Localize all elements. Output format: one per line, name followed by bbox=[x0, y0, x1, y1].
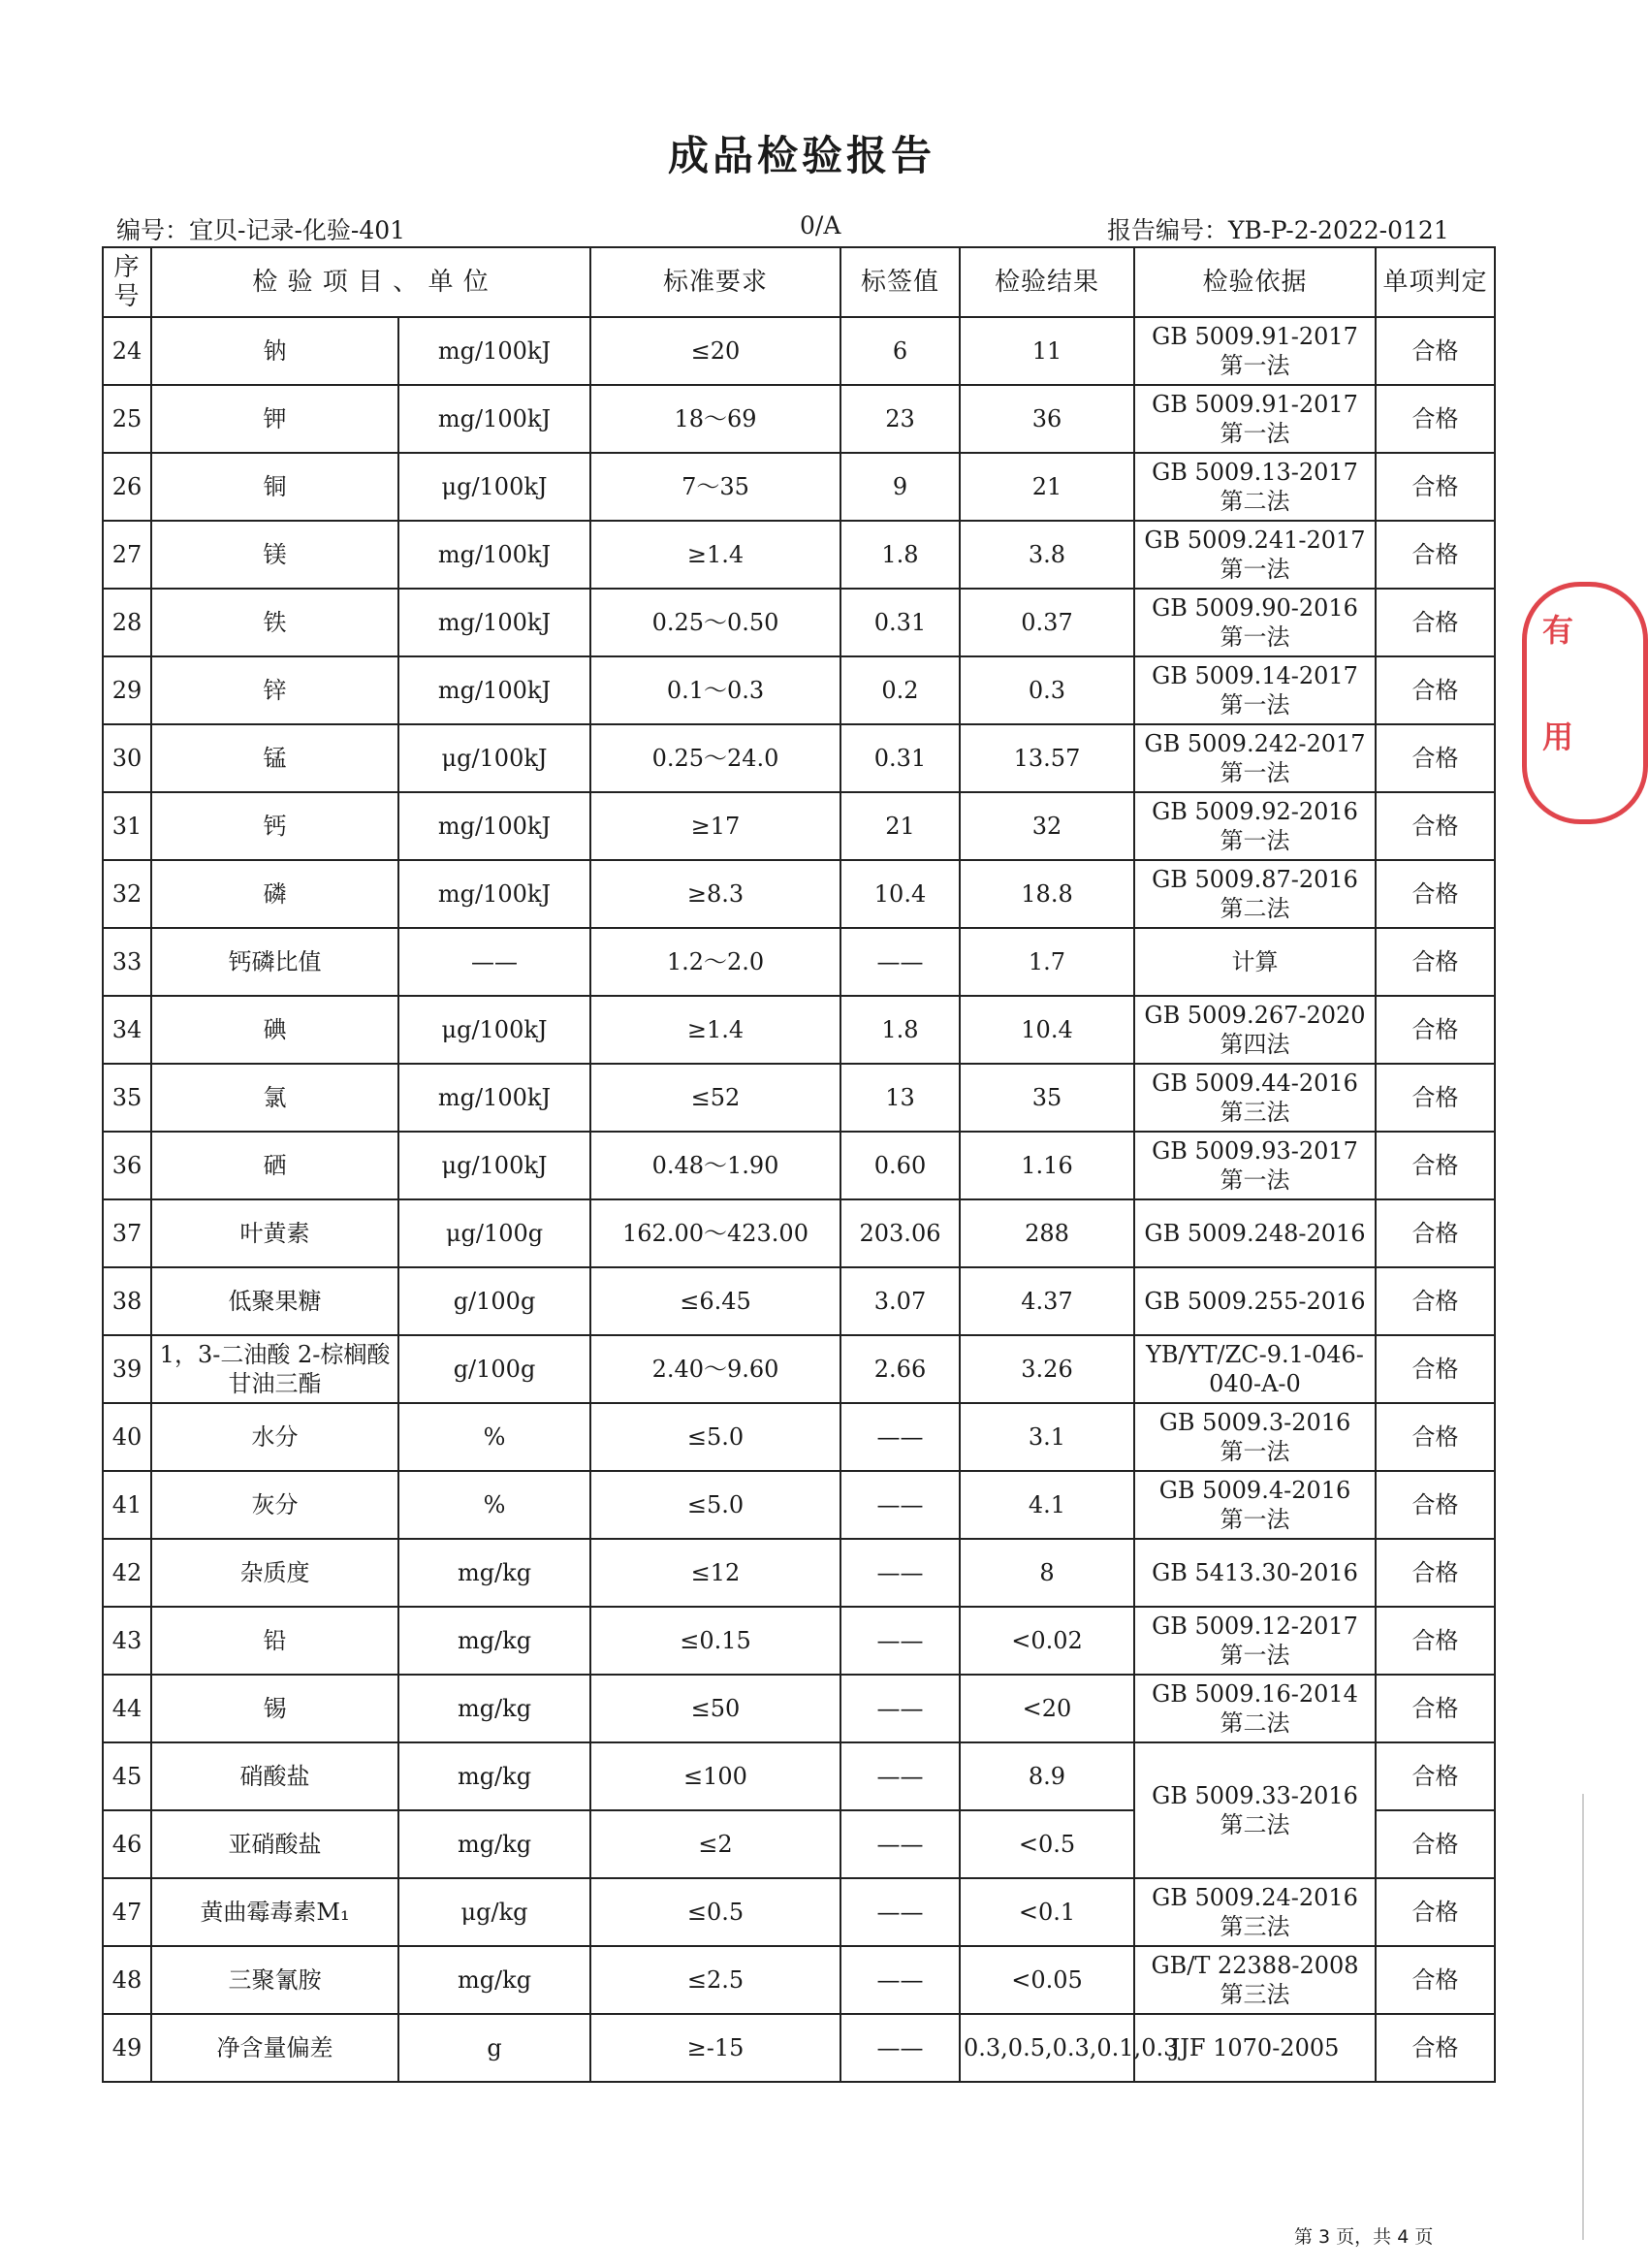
cell-seq: 35 bbox=[103, 1064, 151, 1132]
cell-result: 3.8 bbox=[960, 521, 1134, 589]
basis-line: GB 5009.24-2016 bbox=[1152, 1884, 1358, 1911]
header-basis: 检验依据 bbox=[1134, 247, 1376, 317]
basis-line: GB 5009.90-2016 bbox=[1152, 594, 1358, 622]
cell-seq: 38 bbox=[103, 1267, 151, 1335]
cell-judgment: 合格 bbox=[1376, 860, 1495, 928]
cell-label-value: —— bbox=[840, 1742, 960, 1810]
basis-line: 第一法 bbox=[1220, 1438, 1290, 1465]
cell-item: 锌 bbox=[151, 656, 398, 724]
basis-line: 第一法 bbox=[1220, 1166, 1290, 1194]
cell-result: 11 bbox=[960, 317, 1134, 385]
revision: 0/A bbox=[800, 211, 841, 240]
cell-standard: ≥-15 bbox=[590, 2014, 840, 2082]
cell-judgment: 合格 bbox=[1376, 317, 1495, 385]
basis-line: 第一法 bbox=[1220, 1642, 1290, 1669]
cell-label-value: 1.8 bbox=[840, 521, 960, 589]
table-row bbox=[103, 792, 1495, 860]
basis-line: 第三法 bbox=[1220, 1913, 1290, 1940]
basis-line: GB 5009.13-2017 bbox=[1152, 459, 1358, 486]
cell-result: 0.3 bbox=[960, 656, 1134, 724]
cell-basis bbox=[1134, 1946, 1376, 2014]
cell-item: 三聚氰胺 bbox=[151, 1946, 398, 2014]
table-row bbox=[103, 1132, 1495, 1199]
cell-basis bbox=[1134, 724, 1376, 792]
cell-label-value: 6 bbox=[840, 317, 960, 385]
cell-unit: μg/kg bbox=[398, 1878, 590, 1946]
cell-label-value: 10.4 bbox=[840, 860, 960, 928]
cell-seq: 46 bbox=[103, 1810, 151, 1878]
header-item-unit: 检 验 项 目 、 单 位 bbox=[151, 247, 590, 317]
cell-judgment: 合格 bbox=[1376, 792, 1495, 860]
cell-seq: 43 bbox=[103, 1607, 151, 1675]
cell-standard: ≥8.3 bbox=[590, 860, 840, 928]
header-result: 检验结果 bbox=[960, 247, 1134, 317]
basis-line: 第一法 bbox=[1220, 1506, 1290, 1533]
basis-line: GB 5009.91-2017 bbox=[1152, 391, 1358, 418]
cell-standard: ≤100 bbox=[590, 1742, 840, 1810]
cell-unit: mg/100kJ bbox=[398, 589, 590, 656]
basis-line: 第一法 bbox=[1220, 827, 1290, 854]
cell-result: 36 bbox=[960, 385, 1134, 453]
basis-line: GB 5009.92-2016 bbox=[1152, 798, 1358, 825]
cell-judgment: 合格 bbox=[1376, 1335, 1495, 1403]
table-row bbox=[103, 385, 1495, 453]
stamp-char-1: 有 bbox=[1542, 612, 1574, 649]
cell-basis bbox=[1134, 385, 1376, 453]
basis-line: GB 5009.16-2014 bbox=[1152, 1680, 1358, 1708]
cell-label-value: 21 bbox=[840, 792, 960, 860]
page-footer: 第 3 页，共 4 页 bbox=[1294, 2226, 1434, 2248]
cell-standard: 0.25～0.50 bbox=[590, 589, 840, 656]
basis-line: GB 5009.93-2017 bbox=[1152, 1137, 1358, 1165]
basis-line: GB 5009.267-2020 bbox=[1144, 1002, 1366, 1029]
cell-seq: 25 bbox=[103, 385, 151, 453]
cell-basis bbox=[1134, 1199, 1376, 1267]
cell-basis bbox=[1134, 656, 1376, 724]
basis-line: 第一法 bbox=[1220, 556, 1290, 583]
cell-seq: 32 bbox=[103, 860, 151, 928]
basis-line: 第一法 bbox=[1220, 352, 1290, 379]
table-row bbox=[103, 1607, 1495, 1675]
cell-basis bbox=[1134, 589, 1376, 656]
cell-result: 0.37 bbox=[960, 589, 1134, 656]
table-header-row bbox=[103, 247, 1495, 317]
cell-judgment: 合格 bbox=[1376, 2014, 1495, 2082]
cell-result: 4.37 bbox=[960, 1267, 1134, 1335]
table-row bbox=[103, 453, 1495, 521]
cell-result: 21 bbox=[960, 453, 1134, 521]
header-judgment: 单项判定 bbox=[1376, 247, 1495, 317]
cell-unit: g bbox=[398, 2014, 590, 2082]
header-seq: 序号 bbox=[103, 247, 151, 317]
cell-item: 灰分 bbox=[151, 1471, 398, 1539]
cell-label-value: —— bbox=[840, 2014, 960, 2082]
cell-basis bbox=[1134, 1742, 1376, 1878]
cell-judgment: 合格 bbox=[1376, 1471, 1495, 1539]
basis-line: 计算 bbox=[1231, 948, 1279, 975]
cell-label-value: 13 bbox=[840, 1064, 960, 1132]
cell-result: <0.1 bbox=[960, 1878, 1134, 1946]
cell-judgment: 合格 bbox=[1376, 1946, 1495, 2014]
cell-label-value: —— bbox=[840, 1946, 960, 2014]
cell-judgment: 合格 bbox=[1376, 996, 1495, 1064]
cell-basis bbox=[1134, 1403, 1376, 1471]
cell-basis bbox=[1134, 1471, 1376, 1539]
cell-label-value: —— bbox=[840, 928, 960, 996]
cell-standard: ≥1.4 bbox=[590, 521, 840, 589]
basis-line: 第一法 bbox=[1220, 623, 1290, 651]
cell-item: 锰 bbox=[151, 724, 398, 792]
table-row bbox=[103, 1199, 1495, 1267]
cell-standard: ≤0.5 bbox=[590, 1878, 840, 1946]
basis-line: GB 5009.33-2016 bbox=[1152, 1782, 1358, 1809]
cell-label-value: —— bbox=[840, 1810, 960, 1878]
cell-judgment: 合格 bbox=[1376, 1132, 1495, 1199]
cell-result: 4.1 bbox=[960, 1471, 1134, 1539]
cell-standard: ≤2.5 bbox=[590, 1946, 840, 2014]
cell-seq: 33 bbox=[103, 928, 151, 996]
cell-judgment: 合格 bbox=[1376, 589, 1495, 656]
basis-line: 第一法 bbox=[1220, 759, 1290, 786]
table-row bbox=[103, 1675, 1495, 1742]
cell-unit: mg/kg bbox=[398, 1607, 590, 1675]
cell-unit: mg/100kJ bbox=[398, 792, 590, 860]
cell-unit: g/100g bbox=[398, 1267, 590, 1335]
cell-unit: μg/100kJ bbox=[398, 996, 590, 1064]
cell-result: 32 bbox=[960, 792, 1134, 860]
cell-result: 8 bbox=[960, 1539, 1134, 1607]
cell-basis bbox=[1134, 453, 1376, 521]
cell-result: 0.3,0.5,0.3,0.1,0.3 bbox=[960, 2014, 1134, 2082]
cell-item: 铅 bbox=[151, 1607, 398, 1675]
cell-label-value: 0.60 bbox=[840, 1132, 960, 1199]
table-row bbox=[103, 1539, 1495, 1607]
table-row bbox=[103, 996, 1495, 1064]
cell-result: <20 bbox=[960, 1675, 1134, 1742]
cell-label-value: 0.2 bbox=[840, 656, 960, 724]
cell-item: 磷 bbox=[151, 860, 398, 928]
cell-unit: % bbox=[398, 1403, 590, 1471]
cell-unit: mg/100kJ bbox=[398, 1064, 590, 1132]
cell-result: 35 bbox=[960, 1064, 1134, 1132]
record-number: 编号：宜贝-记录-化验-401 bbox=[116, 216, 406, 244]
cell-label-value: 0.31 bbox=[840, 724, 960, 792]
cell-seq: 27 bbox=[103, 521, 151, 589]
cell-label-value: 1.8 bbox=[840, 996, 960, 1064]
cell-result: 3.1 bbox=[960, 1403, 1134, 1471]
table-row bbox=[103, 317, 1495, 385]
cell-label-value: —— bbox=[840, 1403, 960, 1471]
cell-label-value: —— bbox=[840, 1607, 960, 1675]
stamp-char-2: 用 bbox=[1542, 719, 1574, 755]
cell-result: 13.57 bbox=[960, 724, 1134, 792]
cell-seq: 30 bbox=[103, 724, 151, 792]
cell-item: 碘 bbox=[151, 996, 398, 1064]
cell-result: 288 bbox=[960, 1199, 1134, 1267]
cell-item: 净含量偏差 bbox=[151, 2014, 398, 2082]
cell-judgment: 合格 bbox=[1376, 1539, 1495, 1607]
basis-line: GB 5009.4-2016 bbox=[1158, 1477, 1351, 1504]
cell-basis bbox=[1134, 317, 1376, 385]
cell-item: 杂质度 bbox=[151, 1539, 398, 1607]
table-row bbox=[103, 860, 1495, 928]
cell-result: 1.16 bbox=[960, 1132, 1134, 1199]
cell-basis bbox=[1134, 860, 1376, 928]
basis-line: 第一法 bbox=[1220, 420, 1290, 447]
table-body bbox=[103, 317, 1495, 2082]
cell-unit: mg/100kJ bbox=[398, 656, 590, 724]
cell-judgment: 合格 bbox=[1376, 1064, 1495, 1132]
cell-result: <0.5 bbox=[960, 1810, 1134, 1878]
cell-label-value: 3.07 bbox=[840, 1267, 960, 1335]
cell-item: 1，3-二油酸 2-棕榈酸甘油三酯 bbox=[151, 1335, 398, 1403]
cell-judgment: 合格 bbox=[1376, 521, 1495, 589]
cell-item: 亚硝酸盐 bbox=[151, 1810, 398, 1878]
cell-judgment: 合格 bbox=[1376, 1742, 1495, 1810]
cell-item: 氯 bbox=[151, 1064, 398, 1132]
cell-seq: 48 bbox=[103, 1946, 151, 2014]
cell-standard: ≤0.15 bbox=[590, 1607, 840, 1675]
basis-line: GB 5413.30-2016 bbox=[1152, 1559, 1358, 1586]
cell-item: 黄曲霉毒素M₁ bbox=[151, 1878, 398, 1946]
table-row bbox=[103, 656, 1495, 724]
basis-line: 第一法 bbox=[1220, 691, 1290, 719]
cell-judgment: 合格 bbox=[1376, 656, 1495, 724]
basis-line: GB 5009.241-2017 bbox=[1144, 527, 1366, 554]
cell-label-value: —— bbox=[840, 1675, 960, 1742]
cell-label-value: 0.31 bbox=[840, 589, 960, 656]
cell-result: 8.9 bbox=[960, 1742, 1134, 1810]
table-row bbox=[103, 1403, 1495, 1471]
cell-unit: μg/100g bbox=[398, 1199, 590, 1267]
inspection-table bbox=[102, 246, 1496, 2083]
cell-judgment: 合格 bbox=[1376, 453, 1495, 521]
cell-basis bbox=[1134, 1878, 1376, 1946]
cell-label-value: 203.06 bbox=[840, 1199, 960, 1267]
cell-result: 3.26 bbox=[960, 1335, 1134, 1403]
cell-result: <0.05 bbox=[960, 1946, 1134, 2014]
cell-seq: 44 bbox=[103, 1675, 151, 1742]
cell-judgment: 合格 bbox=[1376, 724, 1495, 792]
cell-standard: 0.48～1.90 bbox=[590, 1132, 840, 1199]
basis-line: GB 5009.248-2016 bbox=[1144, 1220, 1366, 1247]
cell-unit: μg/100kJ bbox=[398, 724, 590, 792]
cell-standard: ≤5.0 bbox=[590, 1403, 840, 1471]
cell-judgment: 合格 bbox=[1376, 928, 1495, 996]
red-stamp-fragment bbox=[1522, 582, 1648, 824]
cell-item: 铜 bbox=[151, 453, 398, 521]
report-title: 成品检验报告 bbox=[667, 132, 935, 179]
cell-standard: ≤52 bbox=[590, 1064, 840, 1132]
basis-line: GB 5009.3-2016 bbox=[1158, 1409, 1351, 1436]
cell-unit: mg/100kJ bbox=[398, 860, 590, 928]
cell-basis bbox=[1134, 521, 1376, 589]
basis-line: YB/YT/ZC-9.1-046- bbox=[1146, 1341, 1364, 1368]
table-row bbox=[103, 589, 1495, 656]
basis-line: GB/T 22388-2008 bbox=[1151, 1952, 1359, 1979]
cell-standard: 0.25～24.0 bbox=[590, 724, 840, 792]
cell-result: <0.02 bbox=[960, 1607, 1134, 1675]
cell-standard: 162.00～423.00 bbox=[590, 1199, 840, 1267]
cell-basis bbox=[1134, 792, 1376, 860]
cell-label-value: —— bbox=[840, 1471, 960, 1539]
table-row bbox=[103, 521, 1495, 589]
cell-unit: mg/kg bbox=[398, 1539, 590, 1607]
cell-unit: mg/100kJ bbox=[398, 317, 590, 385]
cell-item: 锡 bbox=[151, 1675, 398, 1742]
cell-seq: 37 bbox=[103, 1199, 151, 1267]
basis-line: 第四法 bbox=[1220, 1031, 1290, 1058]
basis-line: 第三法 bbox=[1220, 1099, 1290, 1126]
table-row bbox=[103, 1878, 1495, 1946]
basis-line: GB 5009.87-2016 bbox=[1152, 866, 1358, 893]
cell-unit: μg/100kJ bbox=[398, 453, 590, 521]
table-row bbox=[103, 928, 1495, 996]
table-row bbox=[103, 1335, 1495, 1403]
cell-item: 钾 bbox=[151, 385, 398, 453]
cell-unit: mg/kg bbox=[398, 1810, 590, 1878]
cell-judgment: 合格 bbox=[1376, 1403, 1495, 1471]
table-row bbox=[103, 724, 1495, 792]
basis-line: GB 5009.242-2017 bbox=[1144, 730, 1366, 757]
cell-item: 钙磷比值 bbox=[151, 928, 398, 996]
cell-seq: 28 bbox=[103, 589, 151, 656]
cell-seq: 47 bbox=[103, 1878, 151, 1946]
cell-result: 18.8 bbox=[960, 860, 1134, 928]
cell-basis bbox=[1134, 1267, 1376, 1335]
cell-standard: ≥1.4 bbox=[590, 996, 840, 1064]
cell-standard: ≤5.0 bbox=[590, 1471, 840, 1539]
cell-label-value: —— bbox=[840, 1539, 960, 1607]
basis-line: GB 5009.12-2017 bbox=[1152, 1613, 1358, 1640]
cell-standard: ≤12 bbox=[590, 1539, 840, 1607]
cell-unit: mg/kg bbox=[398, 1742, 590, 1810]
cell-unit: —— bbox=[398, 928, 590, 996]
cell-seq: 42 bbox=[103, 1539, 151, 1607]
cell-judgment: 合格 bbox=[1376, 1607, 1495, 1675]
cell-seq: 34 bbox=[103, 996, 151, 1064]
cell-standard: 18～69 bbox=[590, 385, 840, 453]
cell-result: 1.7 bbox=[960, 928, 1134, 996]
cell-standard: ≤6.45 bbox=[590, 1267, 840, 1335]
scan-edge-line bbox=[1582, 1794, 1584, 2240]
cell-standard: 2.40～9.60 bbox=[590, 1335, 840, 1403]
cell-item: 硝酸盐 bbox=[151, 1742, 398, 1810]
cell-seq: 26 bbox=[103, 453, 151, 521]
cell-item: 铁 bbox=[151, 589, 398, 656]
basis-line: 第二法 bbox=[1220, 1811, 1290, 1838]
cell-item: 硒 bbox=[151, 1132, 398, 1199]
header-standard: 标准要求 bbox=[590, 247, 840, 317]
cell-seq: 39 bbox=[103, 1335, 151, 1403]
cell-unit: g/100g bbox=[398, 1335, 590, 1403]
basis-line: GB 5009.255-2016 bbox=[1144, 1288, 1366, 1315]
cell-seq: 36 bbox=[103, 1132, 151, 1199]
cell-basis bbox=[1134, 1607, 1376, 1675]
cell-seq: 49 bbox=[103, 2014, 151, 2082]
report-number: 报告编号：YB-P-2-2022-0121 bbox=[1107, 216, 1449, 244]
cell-standard: ≤2 bbox=[590, 1810, 840, 1878]
basis-line: GB 5009.14-2017 bbox=[1152, 662, 1358, 689]
cell-standard: 0.1～0.3 bbox=[590, 656, 840, 724]
cell-standard: ≤20 bbox=[590, 317, 840, 385]
cell-seq: 41 bbox=[103, 1471, 151, 1539]
basis-line: GB 5009.44-2016 bbox=[1152, 1070, 1358, 1097]
cell-judgment: 合格 bbox=[1376, 1810, 1495, 1878]
cell-basis bbox=[1134, 1675, 1376, 1742]
cell-item: 镁 bbox=[151, 521, 398, 589]
cell-basis bbox=[1134, 1064, 1376, 1132]
cell-label-value: —— bbox=[840, 1878, 960, 1946]
cell-seq: 31 bbox=[103, 792, 151, 860]
cell-basis bbox=[1134, 996, 1376, 1064]
table-row bbox=[103, 1946, 1495, 2014]
cell-seq: 24 bbox=[103, 317, 151, 385]
cell-standard: ≥17 bbox=[590, 792, 840, 860]
cell-label-value: 23 bbox=[840, 385, 960, 453]
cell-unit: μg/100kJ bbox=[398, 1132, 590, 1199]
cell-judgment: 合格 bbox=[1376, 1199, 1495, 1267]
cell-basis bbox=[1134, 2014, 1376, 2082]
basis-line: 第三法 bbox=[1220, 1981, 1290, 2008]
cell-unit: % bbox=[398, 1471, 590, 1539]
cell-judgment: 合格 bbox=[1376, 1675, 1495, 1742]
cell-unit: mg/kg bbox=[398, 1675, 590, 1742]
cell-label-value: 9 bbox=[840, 453, 960, 521]
table-row bbox=[103, 1267, 1495, 1335]
basis-line: 第二法 bbox=[1220, 488, 1290, 515]
cell-basis bbox=[1134, 1335, 1376, 1403]
cell-basis bbox=[1134, 1539, 1376, 1607]
cell-seq: 40 bbox=[103, 1403, 151, 1471]
table-row bbox=[103, 1742, 1495, 1810]
table-row bbox=[103, 1471, 1495, 1539]
cell-standard: 1.2～2.0 bbox=[590, 928, 840, 996]
basis-line: 040-A-0 bbox=[1209, 1370, 1301, 1397]
cell-seq: 45 bbox=[103, 1742, 151, 1810]
cell-item: 低聚果糖 bbox=[151, 1267, 398, 1335]
cell-item: 钠 bbox=[151, 317, 398, 385]
cell-basis bbox=[1134, 928, 1376, 996]
basis-line: GB 5009.91-2017 bbox=[1152, 323, 1358, 350]
cell-standard: 7～35 bbox=[590, 453, 840, 521]
cell-label-value: 2.66 bbox=[840, 1335, 960, 1403]
cell-item: 叶黄素 bbox=[151, 1199, 398, 1267]
header-label-value: 标签值 bbox=[840, 247, 960, 317]
cell-item: 水分 bbox=[151, 1403, 398, 1471]
table-row bbox=[103, 1064, 1495, 1132]
basis-line: 第二法 bbox=[1220, 1709, 1290, 1737]
cell-unit: mg/kg bbox=[398, 1946, 590, 2014]
cell-result: 10.4 bbox=[960, 996, 1134, 1064]
cell-judgment: 合格 bbox=[1376, 385, 1495, 453]
basis-line: 第二法 bbox=[1220, 895, 1290, 922]
cell-item: 钙 bbox=[151, 792, 398, 860]
cell-basis bbox=[1134, 1132, 1376, 1199]
table-row bbox=[103, 2014, 1495, 2082]
cell-judgment: 合格 bbox=[1376, 1878, 1495, 1946]
basis-line: JJF 1070-2005 bbox=[1170, 2034, 1340, 2061]
cell-unit: mg/100kJ bbox=[398, 385, 590, 453]
cell-standard: ≤50 bbox=[590, 1675, 840, 1742]
cell-judgment: 合格 bbox=[1376, 1267, 1495, 1335]
cell-seq: 29 bbox=[103, 656, 151, 724]
cell-unit: mg/100kJ bbox=[398, 521, 590, 589]
